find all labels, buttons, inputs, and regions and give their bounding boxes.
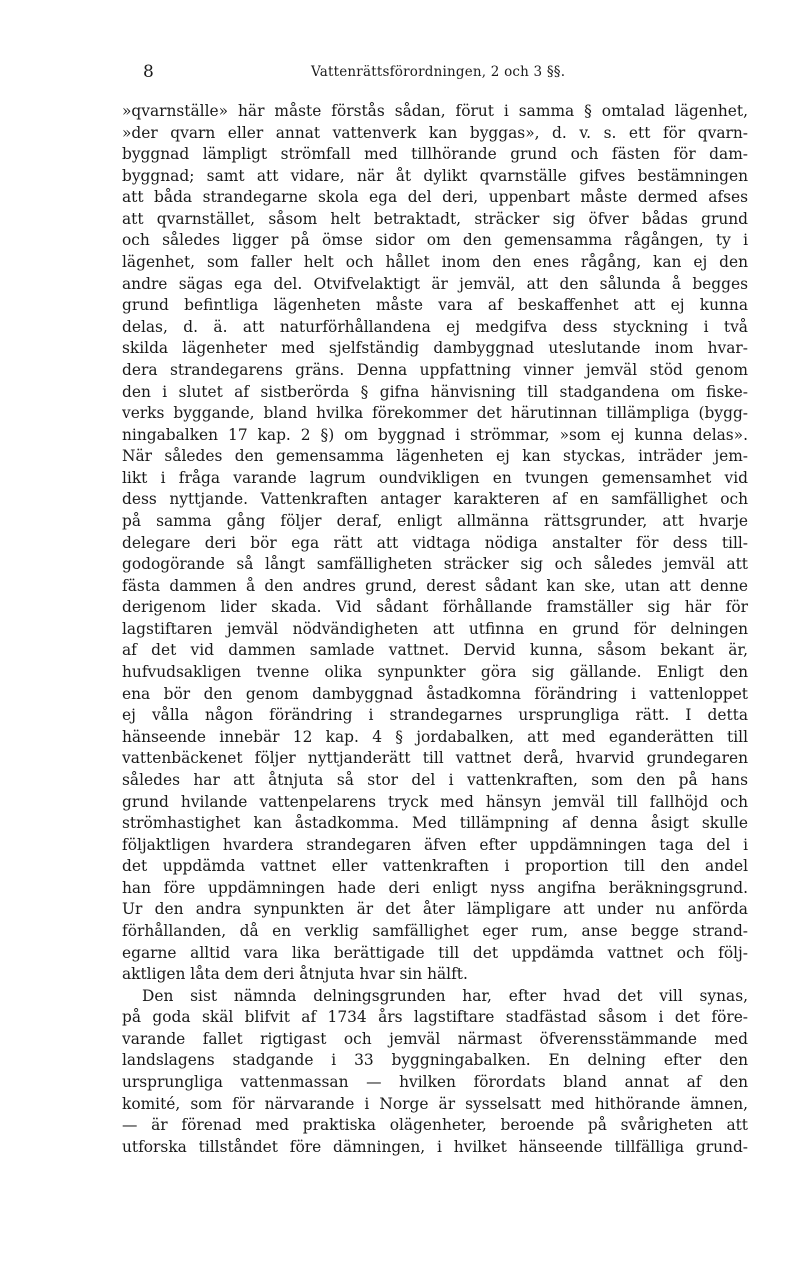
text-line: att båda strandegarne skola ega del deri, uppenbart måste dermed afses — [122, 188, 748, 207]
text-line: och således ligger på ömse sidor om den gemensamma rågången, ty i — [122, 231, 748, 250]
text-line: komité, som för närvarande i Norge är sysselsatt med hithörande ämnen, — [122, 1094, 748, 1113]
text-line: på samma gång följer deraf, enligt allmänna rättsgrunder, att hvarje — [122, 511, 748, 530]
text-line: »der qvarn eller annat vattenverk kan byggas», d. v. s. ett för qvarn- — [122, 123, 748, 142]
text-line: godogörande så långt samfälligheten sträcker sig och således jemväl att — [122, 555, 748, 574]
text-line: »qvarnställe» här måste förstås sådan, förut i samma § omtalad lägenhet, — [122, 102, 748, 120]
text-line: lagstiftaren jemväl nödvändigheten att utfinna en grund för delningen — [122, 619, 748, 638]
text-line: strömhastighet kan åstadkomma. Med tillämpning af denna åsigt skulle — [122, 814, 748, 833]
text-line: fästa dammen å den andres grund, derest sådant kan ske, utan att denne — [122, 576, 748, 595]
text-line: af det vid dammen samlade vattnet. Dervid kunna, såsom bekant är, — [122, 641, 748, 660]
text-line: ursprungliga vattenmassan — hvilken förordats bland annat af den — [122, 1073, 748, 1092]
page-number: 8 — [143, 62, 154, 82]
text-line: delas, d. ä. att naturförhållandena ej medgifva dess styckning i två — [122, 317, 748, 336]
text-line: andre sägas ega del. Otvifvelaktigt är jemväl, att den sålunda å begges — [122, 274, 748, 293]
text-line: Ur den andra synpunkten är det åter lämpligare att under nu anförda — [122, 900, 748, 919]
text-line: grund befintliga lägenheten måste vara af beskaffenhet att ej kunna — [122, 296, 748, 315]
text-line: ej vålla någon förändring i strandegarnes ursprungliga rätt. I detta — [122, 706, 748, 725]
text-line: den i slutet af sistberörda § gifna hänvisning till stadgandena om fiske- — [122, 382, 748, 401]
body-text — [122, 101, 748, 1158]
text-line: hänseende innebär 12 kap. 4 § jordabalken, att med eganderätten till — [122, 727, 748, 746]
text-line: vattenbäckenet följer nyttjanderätt till vattnet derå, hvarvid grundegaren — [122, 749, 748, 768]
text-line: skilda lägenheter med sjelfständig dambyggnad uteslutande inom hvar- — [122, 339, 748, 358]
text-line: på goda skäl blifvit af 1734 års lagstiftare stadfästad såsom i det före- — [122, 1008, 748, 1027]
text-line: byggnad lämpligt strömfall med tillhörande grund och fästen för dam- — [122, 145, 748, 164]
text-line: således har att åtnjuta så stor del i vattenkraften, som den på hans — [122, 770, 748, 789]
page-header — [143, 62, 743, 86]
text-line: egarne alltid vara lika berättigade till det uppdämda vattnet och följ- — [122, 943, 748, 962]
text-line: det uppdämda vattnet eller vattenkraften i proportion till den andel — [122, 857, 748, 876]
text-line: förhållanden, då en verklig samfällighet eger rum, anse begge strand- — [122, 921, 748, 940]
text-line: grund hvilande vattenpelarens tryck med hänsyn jemväl till fallhöjd och — [122, 792, 748, 811]
text-line: ena bör den genom dambyggnad åstadkomna förändring i vattenloppet — [122, 684, 748, 703]
paragraph-start-line: Den sist nämnda delningsgrunden har, efter hvad det vill synas, — [142, 986, 748, 1005]
text-line: varande fallet rigtigast och jemväl närmast öfverensstämmande med — [122, 1029, 748, 1048]
text-line: dera strandegarens gräns. Denna uppfattning vinner jemväl stöd genom — [122, 360, 748, 379]
text-line: likt i fråga varande lagrum oundvikligen en tvungen gemensamhet vid — [122, 468, 748, 487]
text-line: verks byggande, bland hvilka förekommer det härutinnan tillämpliga (bygg- — [122, 404, 748, 423]
text-line: byggnad; samt att vidare, när åt dylikt qvarnställe gifves bestämningen — [122, 166, 748, 185]
text-line: landslagens stadgande i 33 byggningabalken. En delning efter den — [122, 1051, 748, 1070]
text-line: utforska tillståndet före dämningen, i hvilket hänseende tillfälliga grund- — [122, 1137, 748, 1156]
text-line: dess nyttjande. Vattenkraften antager karakteren af en samfällighet och — [122, 490, 748, 509]
text-line: delegare deri bör ega rätt att vidtaga nödiga anstalter för dess till- — [122, 533, 748, 552]
text-line: derigenom lider skada. Vid sådant förhållande framställer sig här för — [122, 598, 748, 617]
paragraph-end-line: aktligen låta dem deri åtnjuta hvar sin hälft. — [122, 965, 468, 984]
text-line: ningabalken 17 kap. 2 §) om byggnad i strömmar, »som ej kunna delas». — [122, 425, 748, 444]
running-title: Vattenrättsförordningen, 2 och 3 §§. — [311, 64, 566, 80]
text-line: följaktligen hvardera strandegaren äfven efter uppdämningen taga del i — [122, 835, 748, 854]
text-line: att qvarnstället, såsom helt betraktadt, sträcker sig öfver bådas grund — [122, 209, 748, 228]
text-line: När således den gemensamma lägenheten ej kan styckas, inträder jem- — [122, 447, 748, 466]
text-line: han före uppdämningen hade deri enligt nyss angifna beräkningsgrund. — [122, 878, 748, 897]
text-line: — är förenad med praktiska olägenheter, beroende på svårigheten att — [122, 1116, 748, 1135]
text-line: hufvudsakligen tvenne olika synpunkter göra sig gällande. Enligt den — [122, 663, 748, 682]
text-line: lägenhet, som faller helt och hållet inom den enes rågång, kan ej den — [122, 253, 748, 272]
